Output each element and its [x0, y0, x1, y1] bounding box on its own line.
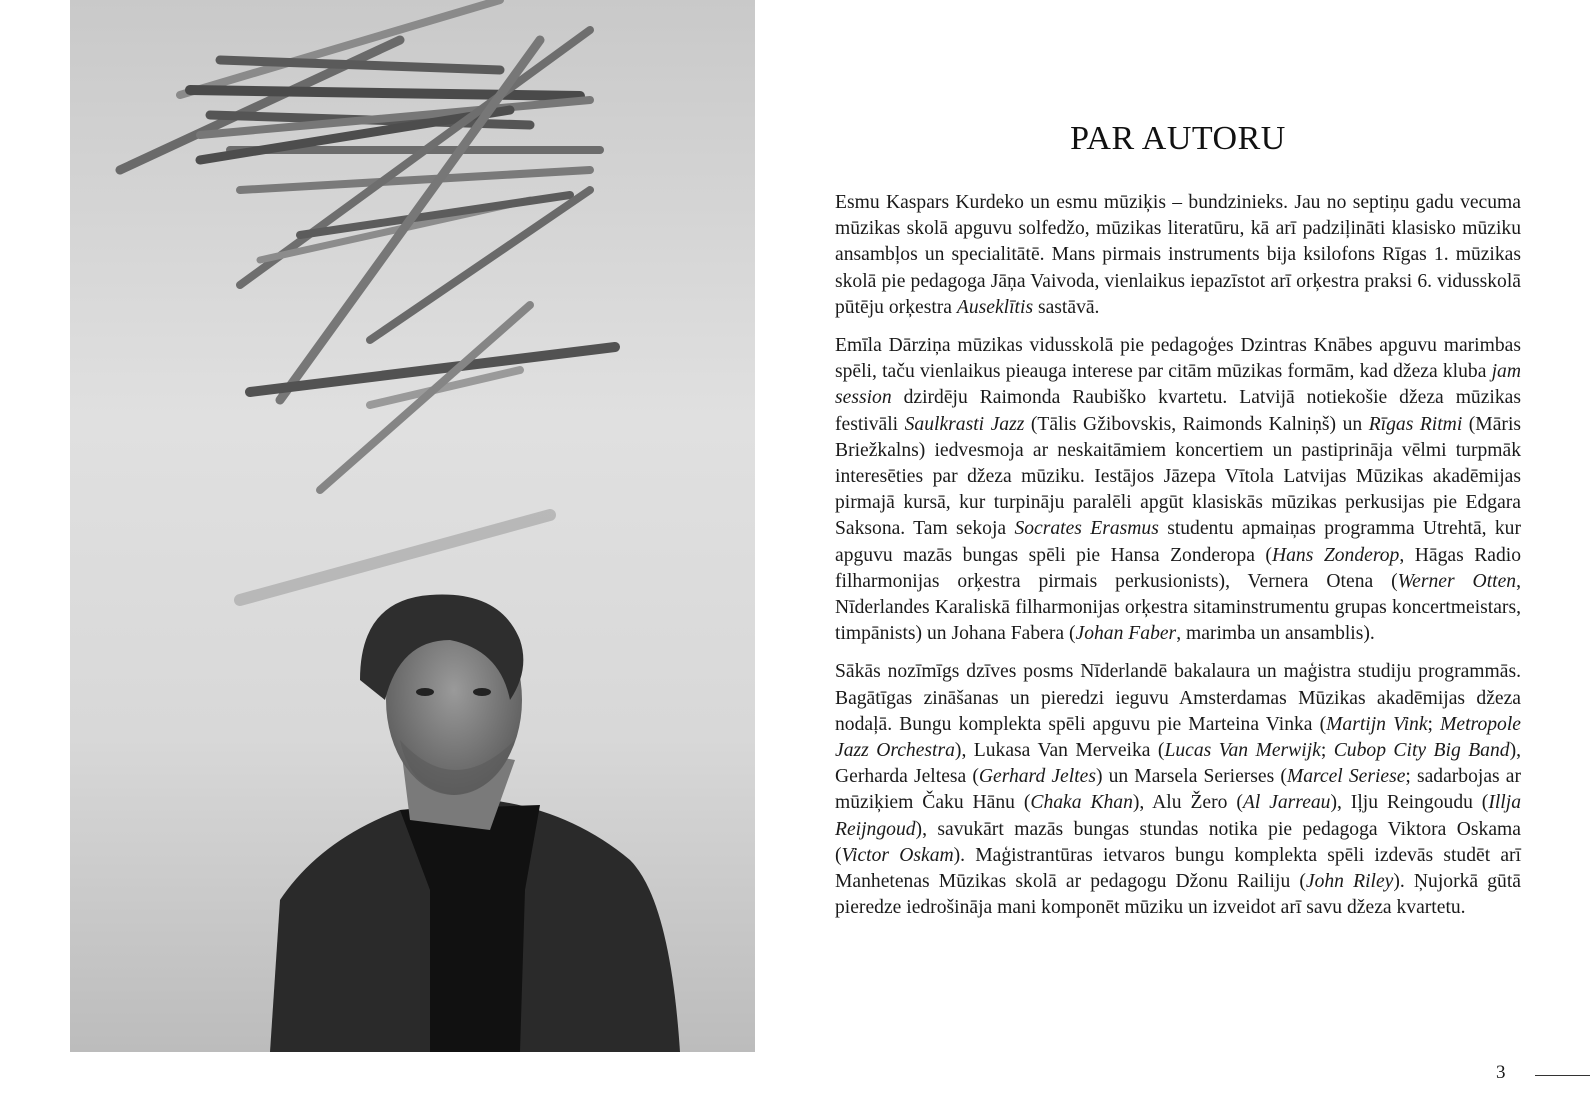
italic-text: Al Jarreau — [1242, 792, 1331, 814]
text-run: ), Alu Žero ( — [1132, 792, 1243, 814]
photo-illustration — [70, 0, 755, 1052]
text-run: , Hāgas Radio filharmonijas orķestra pirmais perkusionists), Vernera Otena ( — [835, 544, 1521, 592]
text-run: (Tālis Gžibovskis, Raimonds Kalniņš) un — [1024, 413, 1369, 435]
paragraph — [835, 333, 1521, 647]
italic-text: Lucas Van Merwijk — [1164, 740, 1321, 762]
italic-text: Metropole Jazz Orchestra — [835, 713, 1521, 762]
paragraph — [835, 190, 1521, 321]
italic-text: Victor Oskam — [841, 844, 954, 866]
author-photo — [70, 0, 755, 1052]
italic-text: Auseklītis — [956, 296, 1034, 318]
page-number-rule — [1535, 1075, 1590, 1076]
text-run: ; — [1320, 740, 1334, 762]
italic-text: Socrates Erasmus — [1014, 518, 1159, 540]
text-run: ), Lukasa Van Merveika ( — [954, 740, 1165, 762]
text-run: ; — [1427, 713, 1441, 735]
text-run: ), Gerharda Jeltesa ( — [835, 740, 1521, 788]
italic-text: Rīgas Ritmi — [1368, 413, 1463, 435]
italic-text: jam session — [835, 361, 1521, 409]
text-run: ; sadarbojas ar mūziķiem Čaku Hānu ( — [835, 766, 1521, 814]
text-run: Esmu Kaspars Kurdeko un esmu mūziķis – bundzinieks. Jau no septiņu gadu vecuma mūzikas skolā apguvu solfedžo, mūzikas literatūru, kā arī padziļināti klasisko mūziku ansambļos un specialitātē. Mans pirmais instruments bija ksilofons Rīgas 1. mūzikas skolā pie pedagoga Jāņa Vaivoda, vienlaikus iepazīstot arī orķestra praksi 6. vidusskolā pūtēju orķestra — [835, 192, 1521, 318]
text-run: ), savukārt mazās bungas stundas notika pie pedagoga Viktora Oskama ( — [835, 818, 1521, 866]
text-run: ). Maģistrantūras ietvaros bungu komplekta spēli izdevās studēt arī Manhetenas Mūzikas skolā ar pedagogu Džonu Railiju ( — [835, 844, 1521, 893]
text-run: , Nīderlandes Karaliskā filharmonijas orķestra sitaminstrumentu grupas koncertmeistars, timpānists) un Johana Fabera ( — [835, 570, 1521, 645]
italic-text: Marcel Seriese — [1286, 766, 1406, 788]
italic-text: Martijn Vink — [1326, 713, 1428, 735]
italic-text: Saulkrasti Jazz — [904, 413, 1025, 435]
text-run: studentu apmaiņas programma Utrehtā, kur apguvu mazās bungas spēli pie Hansa Zonderopa ( — [835, 518, 1522, 566]
italic-text: Illja Reijngoud — [835, 792, 1521, 840]
text-run: ), Iļju Reingoudu ( — [1330, 792, 1489, 814]
italic-text: Werner Otten — [1397, 570, 1517, 592]
text-run: ). Ņujorkā gūtā pieredze iedrošināja mani komponēt mūziku un izveidot arī savu džeza kvartetu. — [835, 871, 1521, 919]
italic-text: Chaka Khan — [1030, 792, 1133, 814]
italic-text: Gerhard Jeltes — [978, 766, 1096, 788]
italic-text: Cubop City Big Band — [1333, 740, 1510, 762]
italic-text: Johan Faber — [1075, 623, 1177, 645]
body-text — [835, 190, 1521, 933]
page-number: 3 — [1496, 1062, 1506, 1083]
text-run: Emīla Dārziņa mūzikas vidusskolā pie pedagoģes Dzintras Knābes apguvu marimbas spēli, taču vienlaikus pieauga interese par citām mūzikas formām, kad džeza kluba — [835, 335, 1521, 383]
text-run: Sākās nozīmīgs dzīves posms Nīderlandē bakalaura un maģistra studiju programmās. Bagātīgas zināšanas un pieredzi ieguvu Amsterdamas Mūzikas akadēmijas džeza nodaļā. Bungu komplekta spēli apguvu pie Marteina Vinka ( — [835, 661, 1521, 735]
text-run: (Māris Briežkalns) iedvesmoja ar neskaitāmiem koncertiem un pastiprināja vēlmi turpmāk interesēties par džeza mūziku. Iestājos Jāzepa Vītola Latvijas Mūzikas akadēmijas pirmajā kursā, kur turpināju paralēli apgūt klasiskās mūzikas perkusijas pie Edgara Saksona. Tam sekoja — [835, 413, 1522, 540]
page-title: PAR AUTORU — [1070, 120, 1286, 157]
text-run: , marimba un ansamblis). — [1176, 623, 1375, 645]
text-run: dzirdēju Raimonda Raubiško kvartetu. Latvijā notiekošie džeza mūzikas festivāli — [835, 387, 1521, 435]
paragraph — [835, 659, 1521, 921]
text-run: sastāvā. — [1033, 296, 1100, 318]
text-run: ) un Marsela Serierses ( — [1095, 766, 1287, 788]
italic-text: John Riley — [1305, 871, 1394, 893]
italic-text: Hans Zonderop — [1271, 544, 1400, 566]
